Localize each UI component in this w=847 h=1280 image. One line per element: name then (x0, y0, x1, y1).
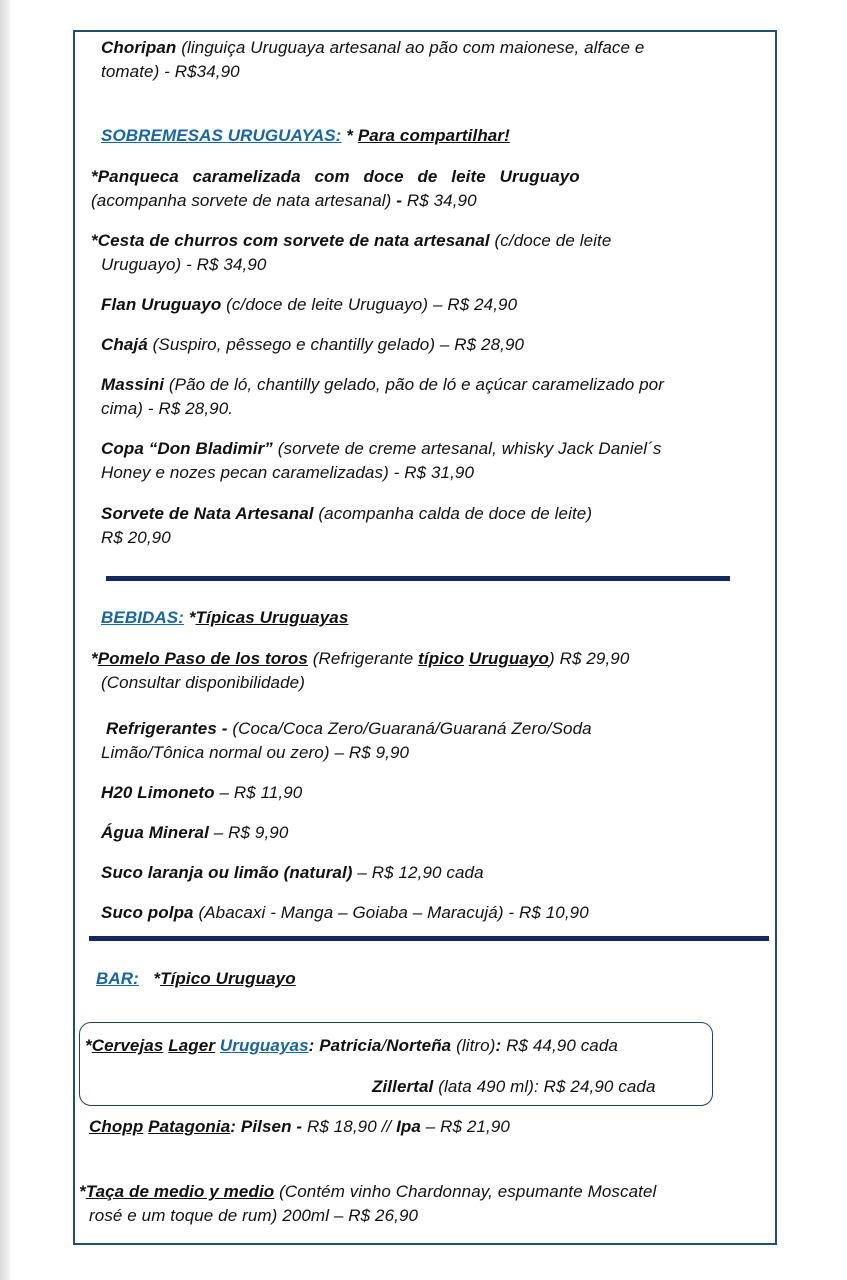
bar-heading (96, 967, 296, 991)
bebidas-note: Típicas Uruguayas (195, 608, 349, 627)
flan-desc: (c/doce de leite Uruguayo) – R$ 24,90 (226, 295, 518, 314)
zillertal-line (372, 1075, 656, 1099)
cervejas-w2: Lager (168, 1036, 216, 1055)
chopp-w2: Patagonia (148, 1117, 231, 1136)
choripan-name: Choripan (101, 38, 177, 57)
flan-line (101, 293, 517, 317)
cervejas-slash: / (381, 1036, 387, 1055)
churros-star: * (91, 231, 98, 250)
pomelo-star: * (91, 649, 98, 668)
cervejas-colon2: : (495, 1036, 502, 1055)
panqueca-price: R$ 34,90 (406, 191, 477, 210)
suco-laranja-name: Suco laranja ou limão (natural) (101, 863, 353, 882)
agua-line (101, 821, 288, 845)
bebidas-star: * (188, 608, 196, 627)
panqueca-line2 (91, 189, 477, 213)
agua-desc: – R$ 9,90 (213, 823, 289, 842)
refrigerantes-line2: Limão/Tônica normal ou zero) – R$ 9,90 (101, 743, 410, 762)
cervejas-brand1: Patricia (319, 1036, 382, 1055)
massini-line1 (101, 373, 664, 397)
cervejas-colon: : (308, 1036, 315, 1055)
taca-name: Taça de medio y medio (85, 1182, 275, 1201)
choripan-line2: tomate) - R$34,90 (101, 62, 240, 81)
cervejas-star: * (85, 1036, 92, 1055)
cervejas-desc: (litro) (456, 1036, 496, 1055)
chopp-pilsen-price: R$ 18,90 // (306, 1117, 392, 1136)
chopp-ipa-price: – R$ 21,90 (425, 1117, 510, 1136)
cervejas-brand2: Norteña (386, 1036, 452, 1055)
sobremesas-note: Para compartilhar! (357, 126, 510, 145)
sobremesas-heading (101, 124, 510, 148)
bar-title: BAR: (96, 969, 139, 988)
churros-name: Cesta de churros com sorvete de nata artesanal (97, 231, 490, 250)
bebidas-title: BEBIDAS: (101, 608, 184, 627)
sorvete-name: Sorvete de Nata Artesanal (101, 504, 314, 523)
suco-polpa-desc: (Abacaxi - Manga – Goiaba – Maracujá) - R$ 10,90 (198, 903, 589, 922)
bebidas-heading (101, 606, 348, 630)
suco-laranja-line (101, 861, 484, 885)
copa-desc: (sorvete de creme artesanal, whisky Jack Daniel´s (277, 439, 662, 458)
section-divider (106, 576, 730, 581)
refrigerantes-name: Refrigerantes - (106, 719, 228, 738)
bar-star: * (153, 969, 161, 988)
chopp-w1: Chopp (89, 1117, 144, 1136)
pomelo-name: Pomelo Paso de los toros (97, 649, 308, 668)
chaja-desc: (Suspiro, pêssego e chantilly gelado) – R$ 28,90 (152, 335, 525, 354)
refrigerantes-line1 (106, 717, 592, 741)
sorvete-line1 (101, 502, 592, 526)
churros-line1 (91, 229, 611, 253)
chopp-line (89, 1115, 510, 1139)
pomelo-desc-a: (Refrigerante (312, 649, 414, 668)
taca-star: * (79, 1182, 86, 1201)
sorvete-line2: R$ 20,90 (101, 528, 171, 547)
cervejas-w1: Cervejas (91, 1036, 164, 1055)
h2o-name: H20 Limoneto (101, 783, 215, 802)
chaja-name: Chajá (101, 335, 148, 354)
choripan-line1 (101, 36, 644, 60)
pomelo-desc-b: típico (418, 649, 465, 668)
pomelo-desc-c: Uruguayo (468, 649, 550, 668)
cervejas-line1 (85, 1034, 618, 1058)
chopp-ipa: Ipa (396, 1117, 421, 1136)
sobremesas-title: SOBREMESAS URUGUAYAS: (101, 126, 342, 145)
churros-line2: Uruguayo) - R$ 34,90 (101, 255, 267, 274)
pomelo-line2: (Consultar disponibilidade) (101, 673, 305, 692)
zillertal-desc: (lata 490 ml): (438, 1077, 539, 1096)
pomelo-desc-d: ) R$ 29,90 (549, 649, 630, 668)
suco-laranja-desc: – R$ 12,90 cada (357, 863, 484, 882)
flan-name: Flan Uruguayo (101, 295, 222, 314)
panqueca-dash: - (396, 191, 403, 210)
sorvete-desc: (acompanha calda de doce de leite) (318, 504, 593, 523)
panqueca-name: Panqueca caramelizada com doce de leite Uruguayo (97, 167, 580, 186)
section-divider-2 (89, 936, 769, 941)
copa-name: Copa “Don Bladimir” (101, 439, 273, 458)
zillertal-name: Zillertal (372, 1077, 434, 1096)
sobremesas-star: * (346, 126, 353, 145)
cervejas-price: R$ 44,90 cada (506, 1036, 618, 1055)
choripan-desc: (linguiça Uruguaya artesanal ao pão com maionese, alface e (181, 38, 645, 57)
taca-line2: rosé e um toque de rum) 200ml – R$ 26,90 (89, 1206, 419, 1225)
zillertal-price: R$ 24,90 cada (543, 1077, 656, 1096)
massini-line2: cima) - R$ 28,90. (101, 399, 234, 418)
suco-polpa-line (101, 901, 589, 925)
cervejas-w3: Uruguayas (219, 1036, 309, 1055)
massini-name: Massini (101, 375, 165, 394)
taca-desc: (Contém vinho Chardonnay, espumante Moscatel (279, 1182, 657, 1201)
panqueca-desc: (acompanha sorvete de nata artesanal) (91, 191, 392, 210)
page-shadow (0, 0, 10, 1280)
chaja-line (101, 333, 524, 357)
panqueca-star: * (91, 167, 98, 186)
churros-desc: (c/doce de leite (494, 231, 612, 250)
h2o-line (101, 781, 302, 805)
refrigerantes-desc: (Coca/Coca Zero/Guaraná/Guaraná Zero/Soda (232, 719, 592, 738)
copa-line1 (101, 437, 662, 461)
massini-desc: (Pão de ló, chantilly gelado, pão de ló e açúcar caramelizado por (168, 375, 664, 394)
suco-polpa-name: Suco polpa (101, 903, 194, 922)
bar-note: Típico Uruguayo (160, 969, 296, 988)
taca-line1 (79, 1180, 656, 1204)
copa-line2: Honey e nozes pecan caramelizadas) - R$ 31,90 (101, 463, 475, 482)
pomelo-line1 (91, 647, 629, 671)
chopp-pilsen: Pilsen - (240, 1117, 303, 1136)
h2o-desc: – R$ 11,90 (219, 783, 303, 802)
panqueca-line1 (91, 165, 580, 189)
agua-name: Água Mineral (101, 823, 209, 842)
chopp-colon: : (230, 1117, 237, 1136)
